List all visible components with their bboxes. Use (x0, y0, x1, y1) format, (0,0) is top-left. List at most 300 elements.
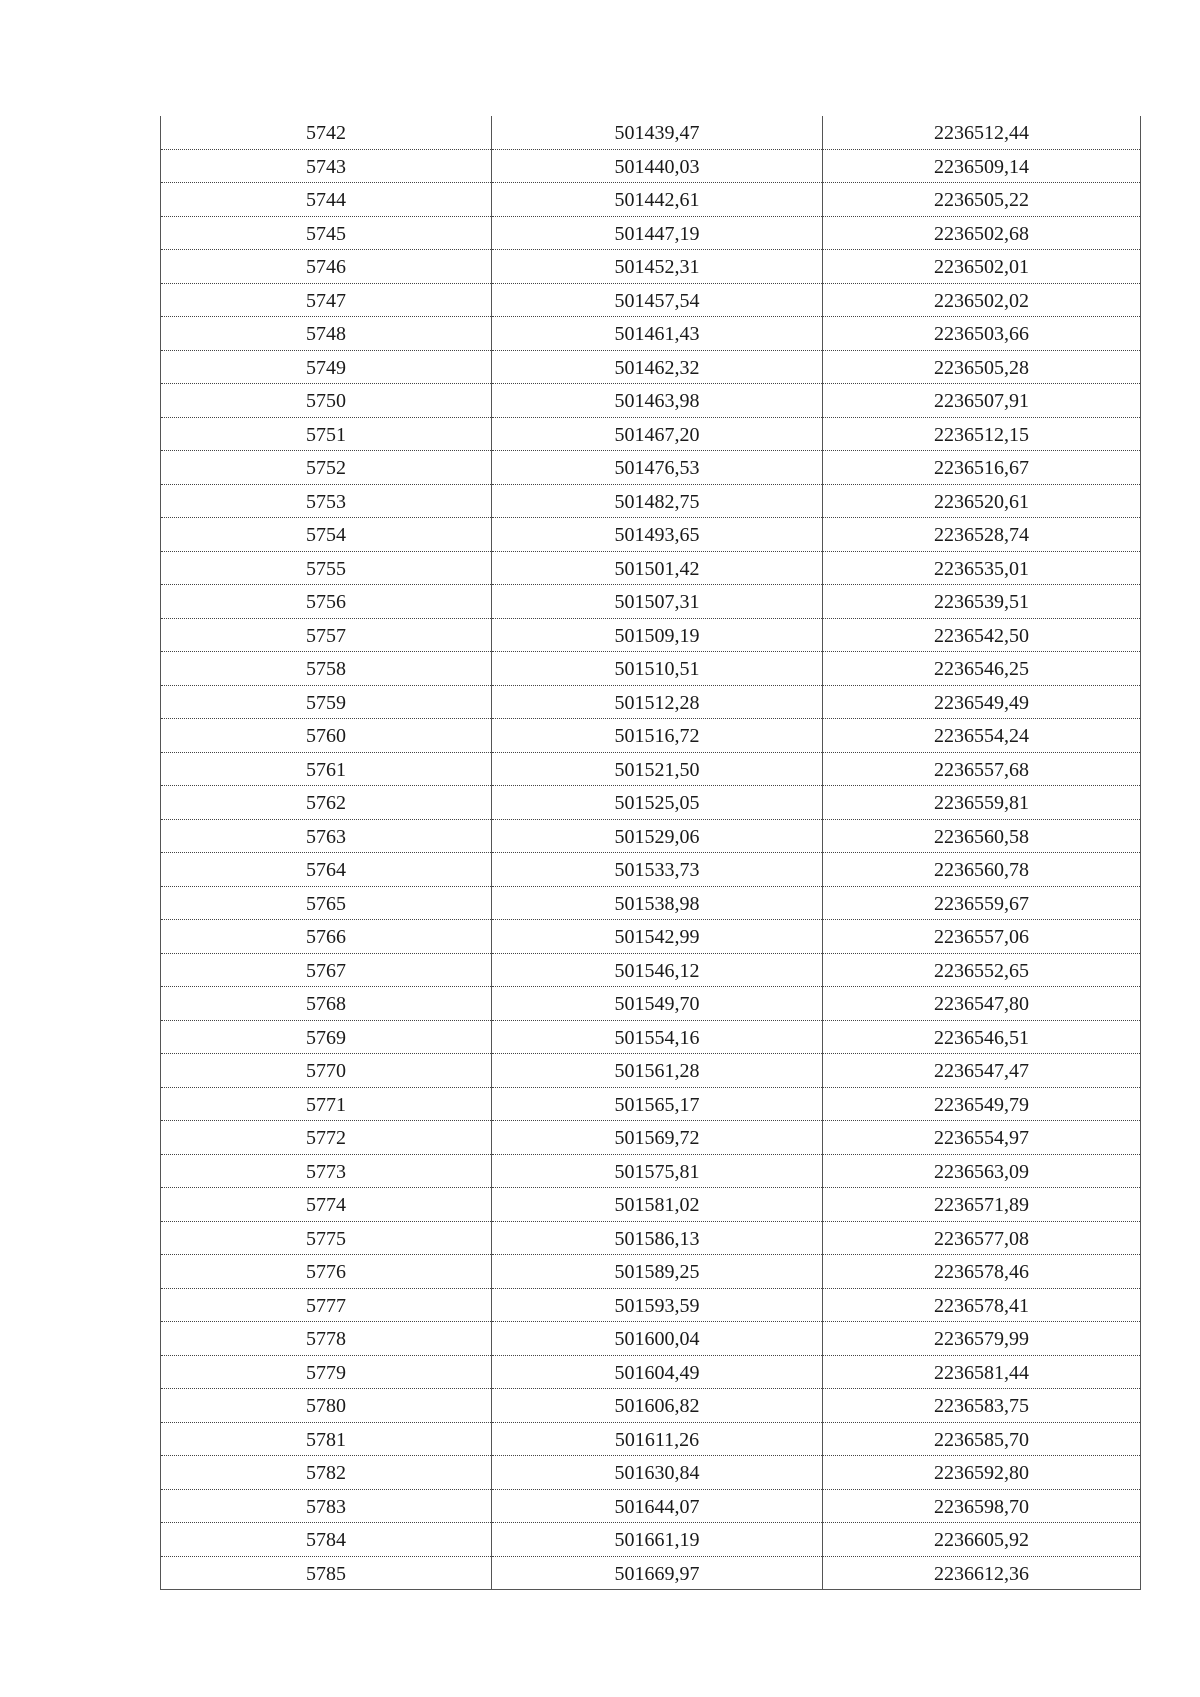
table-row (161, 1322, 1141, 1356)
cell-text: 2236577,08 (934, 1227, 1029, 1250)
point-number-cell (161, 350, 492, 384)
cell-text: 2236560,58 (934, 825, 1029, 848)
cell-text: 2236592,80 (934, 1462, 1029, 1485)
y-coordinate-cell (823, 1054, 1141, 1088)
cell-text: 501569,72 (614, 1127, 700, 1150)
cell-text: 2236598,70 (934, 1495, 1029, 1518)
x-coordinate-cell (492, 953, 823, 987)
y-coordinate-cell (823, 518, 1141, 552)
cell-text: 501575,81 (614, 1160, 700, 1183)
y-coordinate-cell (823, 752, 1141, 786)
cell-text: 5747 (306, 289, 346, 312)
x-coordinate-cell (492, 1188, 823, 1222)
table-row (161, 886, 1141, 920)
cell-text: 2236509,14 (934, 155, 1029, 178)
point-number-cell (161, 417, 492, 451)
x-coordinate-cell (492, 1355, 823, 1389)
table-row (161, 1121, 1141, 1155)
point-number-cell (161, 1087, 492, 1121)
cell-text: 5765 (306, 892, 346, 915)
cell-text: 2236516,67 (934, 457, 1029, 480)
point-number-cell (161, 1020, 492, 1054)
y-coordinate-cell (823, 149, 1141, 183)
y-coordinate-cell (823, 1389, 1141, 1423)
table-row (161, 1556, 1141, 1590)
cell-text: 5744 (306, 189, 346, 212)
cell-text: 501521,50 (614, 758, 700, 781)
y-coordinate-cell (823, 719, 1141, 753)
y-coordinate-cell (823, 685, 1141, 719)
point-number-cell (161, 953, 492, 987)
y-coordinate-cell (823, 920, 1141, 954)
point-number-cell (161, 451, 492, 485)
cell-text: 2236549,49 (934, 691, 1029, 714)
table-row (161, 1221, 1141, 1255)
y-coordinate-cell (823, 853, 1141, 887)
x-coordinate-cell (492, 1221, 823, 1255)
point-number-cell (161, 1322, 492, 1356)
cell-text: 501493,65 (614, 524, 700, 547)
point-number-cell (161, 1221, 492, 1255)
y-coordinate-cell (823, 819, 1141, 853)
cell-text: 5757 (306, 624, 346, 647)
cell-text: 501525,05 (614, 792, 700, 815)
y-coordinate-cell (823, 618, 1141, 652)
cell-text: 5748 (306, 323, 346, 346)
cell-text: 5774 (306, 1194, 346, 1217)
y-coordinate-cell (823, 1456, 1141, 1490)
y-coordinate-cell (823, 1188, 1141, 1222)
table-row (161, 585, 1141, 619)
cell-text: 2236512,44 (934, 122, 1029, 145)
cell-text: 5779 (306, 1361, 346, 1384)
y-coordinate-cell (823, 1288, 1141, 1322)
cell-text: 501644,07 (614, 1495, 700, 1518)
cell-text: 501586,13 (614, 1227, 700, 1250)
x-coordinate-cell (492, 216, 823, 250)
cell-text: 2236554,24 (934, 725, 1029, 748)
point-number-cell (161, 1389, 492, 1423)
table-row (161, 1154, 1141, 1188)
cell-text: 501512,28 (614, 691, 700, 714)
cell-text: 5780 (306, 1395, 346, 1418)
cell-text: 501457,54 (614, 289, 700, 312)
y-coordinate-cell (823, 652, 1141, 686)
cell-text: 2236512,15 (934, 423, 1029, 446)
x-coordinate-cell (492, 853, 823, 887)
cell-text: 2236528,74 (934, 524, 1029, 547)
cell-text: 5746 (306, 256, 346, 279)
table-row (161, 1523, 1141, 1557)
x-coordinate-cell (492, 417, 823, 451)
point-number-cell (161, 1422, 492, 1456)
cell-text: 2236559,81 (934, 792, 1029, 815)
cell-text: 2236585,70 (934, 1428, 1029, 1451)
cell-text: 501501,42 (614, 557, 700, 580)
cell-text: 2236547,80 (934, 993, 1029, 1016)
point-number-cell (161, 1188, 492, 1222)
cell-text: 2236560,78 (934, 859, 1029, 882)
cell-text: 501538,98 (614, 892, 700, 915)
cell-text: 501452,31 (614, 256, 700, 279)
x-coordinate-cell (492, 283, 823, 317)
y-coordinate-cell (823, 1087, 1141, 1121)
x-coordinate-cell (492, 652, 823, 686)
cell-text: 5781 (306, 1428, 346, 1451)
table-row (161, 116, 1141, 149)
x-coordinate-cell (492, 1288, 823, 1322)
x-coordinate-cell (492, 183, 823, 217)
cell-text: 2236578,46 (934, 1261, 1029, 1284)
point-number-cell (161, 853, 492, 887)
cell-text: 5767 (306, 959, 346, 982)
cell-text: 501507,31 (614, 591, 700, 614)
cell-text: 2236542,50 (934, 624, 1029, 647)
x-coordinate-cell (492, 719, 823, 753)
point-number-cell (161, 149, 492, 183)
y-coordinate-cell (823, 987, 1141, 1021)
table-row (161, 819, 1141, 853)
cell-text: 2236571,89 (934, 1194, 1029, 1217)
point-number-cell (161, 384, 492, 418)
cell-text: 5762 (306, 792, 346, 815)
cell-text: 2236502,01 (934, 256, 1029, 279)
point-number-cell (161, 786, 492, 820)
x-coordinate-cell (492, 384, 823, 418)
cell-text: 501533,73 (614, 859, 700, 882)
point-number-cell (161, 1523, 492, 1557)
cell-text: 5773 (306, 1160, 346, 1183)
y-coordinate-cell (823, 216, 1141, 250)
cell-text: 5776 (306, 1261, 346, 1284)
x-coordinate-cell (492, 618, 823, 652)
cell-text: 501442,61 (614, 189, 700, 212)
table-row (161, 953, 1141, 987)
cell-text: 501529,06 (614, 825, 700, 848)
point-number-cell (161, 1456, 492, 1490)
x-coordinate-cell (492, 317, 823, 351)
x-coordinate-cell (492, 250, 823, 284)
cell-text: 2236557,06 (934, 926, 1029, 949)
cell-text: 2236579,99 (934, 1328, 1029, 1351)
point-number-cell (161, 1121, 492, 1155)
cell-text: 2236546,51 (934, 1026, 1029, 1049)
y-coordinate-cell (823, 953, 1141, 987)
cell-text: 5758 (306, 658, 346, 681)
x-coordinate-cell (492, 920, 823, 954)
y-coordinate-cell (823, 1255, 1141, 1289)
cell-text: 5749 (306, 356, 346, 379)
table-row (161, 1355, 1141, 1389)
point-number-cell (161, 484, 492, 518)
point-number-cell (161, 250, 492, 284)
cell-text: 2236554,97 (934, 1127, 1029, 1150)
x-coordinate-cell (492, 987, 823, 1021)
x-coordinate-cell (492, 1556, 823, 1590)
x-coordinate-cell (492, 350, 823, 384)
cell-text: 501516,72 (614, 725, 700, 748)
cell-text: 501565,17 (614, 1093, 700, 1116)
cell-text: 5785 (306, 1562, 346, 1585)
x-coordinate-cell (492, 786, 823, 820)
cell-text: 501447,19 (614, 222, 700, 245)
cell-text: 5745 (306, 222, 346, 245)
x-coordinate-cell (492, 1020, 823, 1054)
table-row (161, 216, 1141, 250)
x-coordinate-cell (492, 819, 823, 853)
cell-text: 2236503,66 (934, 323, 1029, 346)
table-row (161, 417, 1141, 451)
cell-text: 501482,75 (614, 490, 700, 513)
table-row (161, 752, 1141, 786)
table-row (161, 1288, 1141, 1322)
y-coordinate-cell (823, 350, 1141, 384)
table-row (161, 283, 1141, 317)
y-coordinate-cell (823, 250, 1141, 284)
table-row (161, 1255, 1141, 1289)
table-row (161, 451, 1141, 485)
cell-text: 5760 (306, 725, 346, 748)
point-number-cell (161, 518, 492, 552)
cell-text: 5753 (306, 490, 346, 513)
table-row (161, 551, 1141, 585)
table-row (161, 518, 1141, 552)
table-row (161, 183, 1141, 217)
table-row (161, 1422, 1141, 1456)
cell-text: 5761 (306, 758, 346, 781)
table-row (161, 853, 1141, 887)
x-coordinate-cell (492, 685, 823, 719)
cell-text: 501581,02 (614, 1194, 700, 1217)
cell-text: 501549,70 (614, 993, 700, 1016)
table-row (161, 1389, 1141, 1423)
y-coordinate-cell (823, 183, 1141, 217)
cell-text: 2236546,25 (934, 658, 1029, 681)
y-coordinate-cell (823, 1020, 1141, 1054)
point-number-cell (161, 652, 492, 686)
point-number-cell (161, 618, 492, 652)
table-row (161, 920, 1141, 954)
table-row (161, 652, 1141, 686)
cell-text: 5778 (306, 1328, 346, 1351)
cell-text: 501467,20 (614, 423, 700, 446)
y-coordinate-cell (823, 886, 1141, 920)
cell-text: 5759 (306, 691, 346, 714)
cell-text: 2236549,79 (934, 1093, 1029, 1116)
x-coordinate-cell (492, 1087, 823, 1121)
cell-text: 501604,49 (614, 1361, 700, 1384)
cell-text: 2236552,65 (934, 959, 1029, 982)
point-number-cell (161, 551, 492, 585)
x-coordinate-cell (492, 451, 823, 485)
cell-text: 2236505,22 (934, 189, 1029, 212)
cell-text: 5752 (306, 457, 346, 480)
point-number-cell (161, 1054, 492, 1088)
x-coordinate-cell (492, 752, 823, 786)
point-number-cell (161, 752, 492, 786)
y-coordinate-cell (823, 1154, 1141, 1188)
cell-text: 2236559,67 (934, 892, 1029, 915)
cell-text: 501510,51 (614, 658, 700, 681)
y-coordinate-cell (823, 384, 1141, 418)
table-row (161, 1188, 1141, 1222)
point-number-cell (161, 819, 492, 853)
x-coordinate-cell (492, 551, 823, 585)
cell-text: 501611,26 (614, 1428, 700, 1451)
table-row (161, 987, 1141, 1021)
cell-text: 501600,04 (614, 1328, 700, 1351)
cell-text: 5756 (306, 591, 346, 614)
cell-text: 2236535,01 (934, 557, 1029, 580)
point-number-cell (161, 585, 492, 619)
cell-text: 5764 (306, 859, 346, 882)
point-number-cell (161, 1355, 492, 1389)
x-coordinate-cell (492, 518, 823, 552)
cell-text: 501589,25 (614, 1261, 700, 1284)
table-row (161, 384, 1141, 418)
cell-text: 501661,19 (614, 1529, 700, 1552)
coordinates-table-body (161, 116, 1141, 1590)
y-coordinate-cell (823, 1489, 1141, 1523)
cell-text: 2236539,51 (934, 591, 1029, 614)
x-coordinate-cell (492, 1154, 823, 1188)
cell-text: 501542,99 (614, 926, 700, 949)
cell-text: 5743 (306, 155, 346, 178)
point-number-cell (161, 183, 492, 217)
cell-text: 501593,59 (614, 1294, 700, 1317)
cell-text: 501561,28 (614, 1060, 700, 1083)
cell-text: 501440,03 (614, 155, 700, 178)
x-coordinate-cell (492, 1489, 823, 1523)
cell-text: 5775 (306, 1227, 346, 1250)
cell-text: 501476,53 (614, 457, 700, 480)
coordinates-table (160, 116, 1141, 1590)
cell-text: 5769 (306, 1026, 346, 1049)
cell-text: 501630,84 (614, 1462, 700, 1485)
point-number-cell (161, 1255, 492, 1289)
table-row (161, 719, 1141, 753)
cell-text: 501509,19 (614, 624, 700, 647)
cell-text: 5768 (306, 993, 346, 1016)
x-coordinate-cell (492, 1322, 823, 1356)
x-coordinate-cell (492, 1422, 823, 1456)
cell-text: 501461,43 (614, 323, 700, 346)
table-row (161, 786, 1141, 820)
cell-text: 2236547,47 (934, 1060, 1029, 1083)
table-row (161, 1456, 1141, 1490)
y-coordinate-cell (823, 317, 1141, 351)
point-number-cell (161, 886, 492, 920)
cell-text: 5751 (306, 423, 346, 446)
cell-text: 2236612,36 (934, 1562, 1029, 1585)
cell-text: 5755 (306, 557, 346, 580)
cell-text: 2236520,61 (934, 490, 1029, 513)
y-coordinate-cell (823, 786, 1141, 820)
y-coordinate-cell (823, 484, 1141, 518)
y-coordinate-cell (823, 551, 1141, 585)
cell-text: 5754 (306, 524, 346, 547)
cell-text: 501606,82 (614, 1395, 700, 1418)
cell-text: 501669,97 (614, 1562, 700, 1585)
cell-text: 501439,47 (614, 122, 700, 145)
x-coordinate-cell (492, 585, 823, 619)
table-row (161, 484, 1141, 518)
point-number-cell (161, 116, 492, 149)
y-coordinate-cell (823, 1121, 1141, 1155)
cell-text: 2236557,68 (934, 758, 1029, 781)
cell-text: 2236583,75 (934, 1395, 1029, 1418)
point-number-cell (161, 987, 492, 1021)
cell-text: 5766 (306, 926, 346, 949)
cell-text: 501463,98 (614, 390, 700, 413)
y-coordinate-cell (823, 1355, 1141, 1389)
point-number-cell (161, 1556, 492, 1590)
x-coordinate-cell (492, 1456, 823, 1490)
table-row (161, 350, 1141, 384)
table-row (161, 149, 1141, 183)
x-coordinate-cell (492, 886, 823, 920)
table-row (161, 618, 1141, 652)
cell-text: 2236507,91 (934, 390, 1029, 413)
cell-text: 5763 (306, 825, 346, 848)
point-number-cell (161, 1489, 492, 1523)
cell-text: 2236581,44 (934, 1361, 1029, 1384)
table-row (161, 1489, 1141, 1523)
cell-text: 5783 (306, 1495, 346, 1518)
cell-text: 5784 (306, 1529, 346, 1552)
cell-text: 5770 (306, 1060, 346, 1083)
x-coordinate-cell (492, 1054, 823, 1088)
x-coordinate-cell (492, 149, 823, 183)
cell-text: 5772 (306, 1127, 346, 1150)
y-coordinate-cell (823, 1556, 1141, 1590)
cell-text: 5777 (306, 1294, 346, 1317)
table-row (161, 1087, 1141, 1121)
y-coordinate-cell (823, 585, 1141, 619)
point-number-cell (161, 216, 492, 250)
table-row (161, 317, 1141, 351)
table-row (161, 250, 1141, 284)
point-number-cell (161, 719, 492, 753)
y-coordinate-cell (823, 451, 1141, 485)
cell-text: 2236502,02 (934, 289, 1029, 312)
cell-text: 5782 (306, 1462, 346, 1485)
point-number-cell (161, 317, 492, 351)
cell-text: 2236502,68 (934, 222, 1029, 245)
y-coordinate-cell (823, 1422, 1141, 1456)
y-coordinate-cell (823, 283, 1141, 317)
y-coordinate-cell (823, 1322, 1141, 1356)
cell-text: 5742 (306, 122, 346, 145)
point-number-cell (161, 1288, 492, 1322)
y-coordinate-cell (823, 116, 1141, 149)
cell-text: 2236563,09 (934, 1160, 1029, 1183)
cell-text: 501546,12 (614, 959, 700, 982)
point-number-cell (161, 685, 492, 719)
cell-text: 501462,32 (614, 356, 700, 379)
point-number-cell (161, 920, 492, 954)
table-row (161, 1054, 1141, 1088)
x-coordinate-cell (492, 1523, 823, 1557)
x-coordinate-cell (492, 484, 823, 518)
x-coordinate-cell (492, 1389, 823, 1423)
point-number-cell (161, 1154, 492, 1188)
y-coordinate-cell (823, 417, 1141, 451)
table-row (161, 1020, 1141, 1054)
cell-text: 5771 (306, 1093, 346, 1116)
y-coordinate-cell (823, 1523, 1141, 1557)
table-row (161, 685, 1141, 719)
